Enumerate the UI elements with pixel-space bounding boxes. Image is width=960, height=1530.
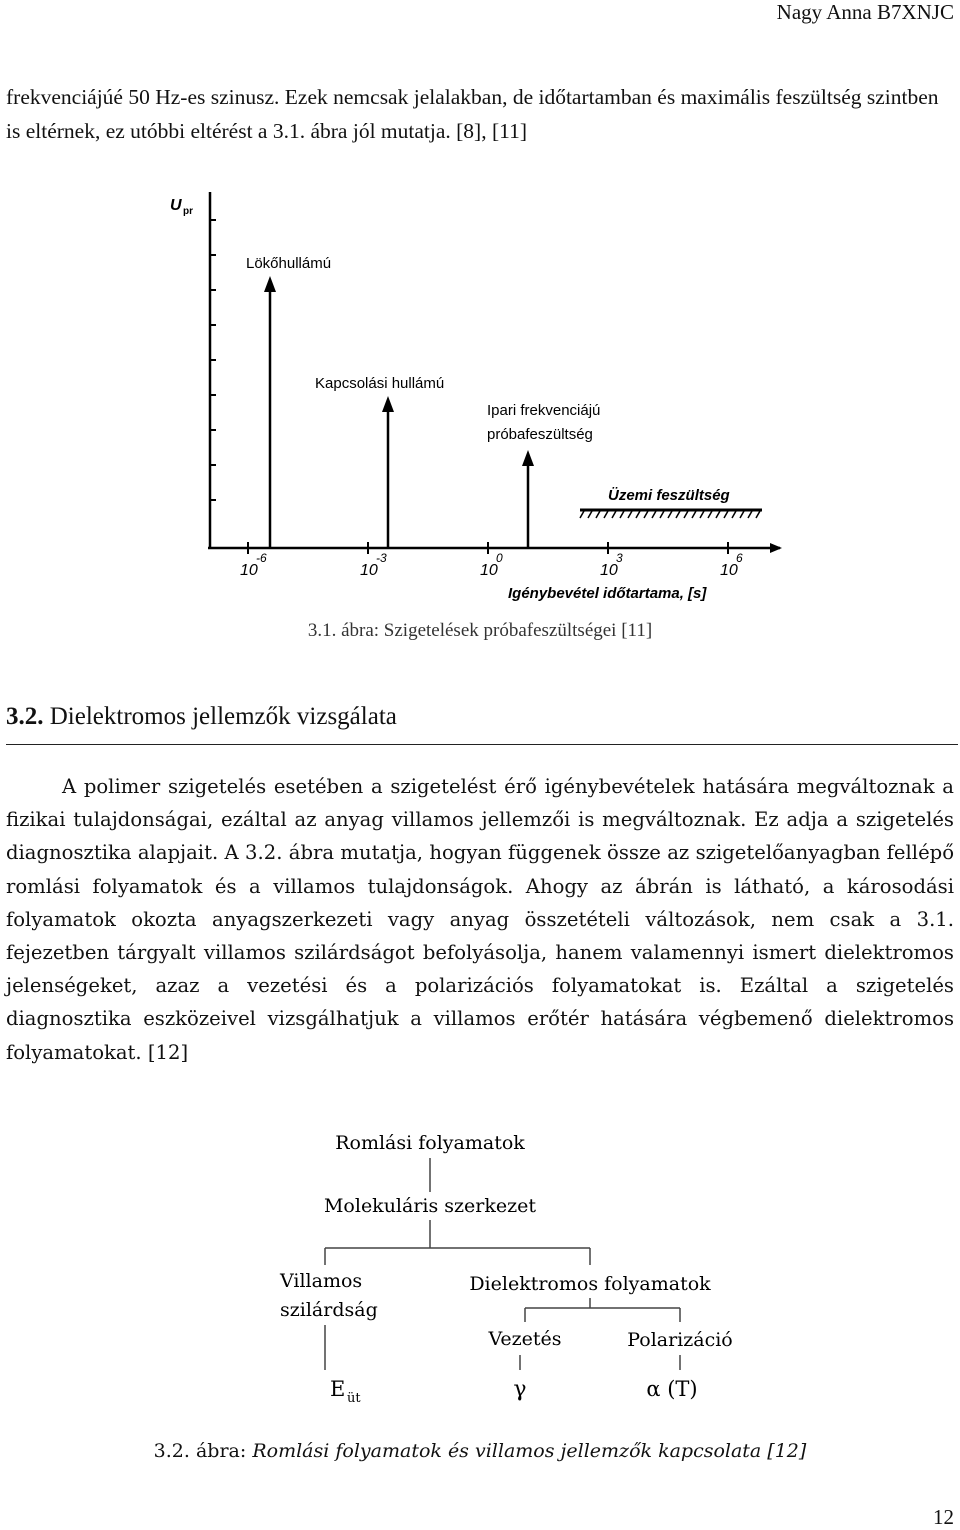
section-rule <box>6 744 958 745</box>
node-conduction: Vezetés <box>488 1328 562 1350</box>
x-axis-label: Igénybevétel időtartama, [s] <box>508 585 707 602</box>
x-tick-exp-4: 3 <box>616 551 623 565</box>
x-tick-label-1: 10 <box>240 562 258 579</box>
label-power-frequency-1: Ipari frekvenciájú <box>487 402 601 419</box>
x-tick-exp-3: 0 <box>496 551 503 565</box>
x-tick-label-4: 10 <box>600 562 618 579</box>
figure-degradation-svg <box>260 1120 760 1420</box>
figure-2-caption <box>0 1440 960 1462</box>
node-dielectric: Dielektromos folyamatok <box>469 1273 711 1295</box>
section-title: Dielektromos jellemzők vizsgálata <box>49 703 397 730</box>
symbol-conductivity: γ <box>513 1377 527 1402</box>
x-tick-label-5: 10 <box>720 562 738 579</box>
section-number: 3.2. <box>6 703 44 730</box>
figure-test-voltages <box>150 180 810 610</box>
x-tick-label-3: 10 <box>480 562 498 579</box>
label-operating-voltage: Üzemi feszültség <box>608 487 730 504</box>
label-impulse: Lökőhullámú <box>246 255 332 272</box>
section-heading <box>6 703 397 731</box>
operating-voltage-hatching <box>580 511 760 518</box>
figure-2-caption-text: Romlási folyamatok és villamos jellemzők kapcsolata [12] <box>252 1440 807 1462</box>
node-root: Romlási folyamatok <box>335 1132 525 1154</box>
body-paragraph <box>6 770 954 1069</box>
x-tick-label-2: 10 <box>360 562 378 579</box>
x-tick-exp-5: 6 <box>736 551 743 565</box>
figure-2-caption-label: 3.2. ábra: <box>153 1440 247 1462</box>
x-axis-arrow <box>770 543 782 553</box>
symbol-breakdown-field-sub: üt <box>347 1391 361 1406</box>
symbol-breakdown-field: E <box>330 1377 346 1401</box>
body-paragraph-text: A polimer szigetelés esetében a szigetelést érő igénybevételek hatására megváltoznak a fizikai tulajdonságai, ezáltal az anyag villamos jellemzői is megváltoznak. Ez adja a szigetelés diagnosztika alapjait. A 3.2. ábra mutatja, hogyan függenek össze az szigetelőanyagban fellépő romlási folyamatok és a villamos tulajdonságok. Ahogy az ábrán is látható, a károsodási folyamatok okozta anyagszerkezeti vagy anyag összetételi változások, nem csak a 3.1. fejezetben tárgyalt villamos szilárdságot befolyásolja, hanem valamennyi ismert dielektromos jelenségeket, azaz a vezetési és a polarizációs folyamatokat is. Ezáltal a szigetelés diagnosztika eszközeivel vizsgálhatjuk a villamos erőtér hatására végbemenő dielektromos folyamatokat. [12] <box>6 775 954 1064</box>
x-tick-exp-2: -3 <box>376 551 387 565</box>
node-polarization: Polarizáció <box>627 1329 733 1351</box>
figure-degradation-diagram <box>260 1120 760 1420</box>
power-frequency-arrowhead <box>522 450 534 466</box>
y-axis-label: U <box>170 197 182 214</box>
impulse-arrowhead <box>264 276 276 292</box>
node-structure: Molekuláris szerkezet <box>323 1195 537 1217</box>
intro-paragraph: frekvenciájúé 50 Hz-es szinusz. Ezek nemcsak jelalakban, de időtartamban és maximális feszültség szintben is eltérnek, ez utóbbi eltérést a 3.1. ábra jól mutatja. [8], [11] <box>6 85 939 143</box>
label-switching: Kapcsolási hullámú <box>315 375 445 392</box>
node-left-1: Villamos <box>280 1270 363 1292</box>
figure-1-caption: 3.1. ábra: Szigetelések próbafeszültségei [11] <box>307 620 653 641</box>
x-tick-exp-1: -6 <box>256 551 267 565</box>
node-left-2: szilárdság <box>280 1299 378 1321</box>
page-header-author: Nagy Anna B7XNJC <box>776 0 954 24</box>
switching-arrowhead <box>382 396 394 412</box>
page-number: 12 <box>933 1505 954 1529</box>
figure-test-voltages-svg <box>150 180 810 610</box>
y-axis-label-sub: pr <box>183 206 193 217</box>
symbol-polarization: α (T) <box>646 1377 698 1401</box>
label-power-frequency-2: próbafeszültség <box>487 426 593 443</box>
